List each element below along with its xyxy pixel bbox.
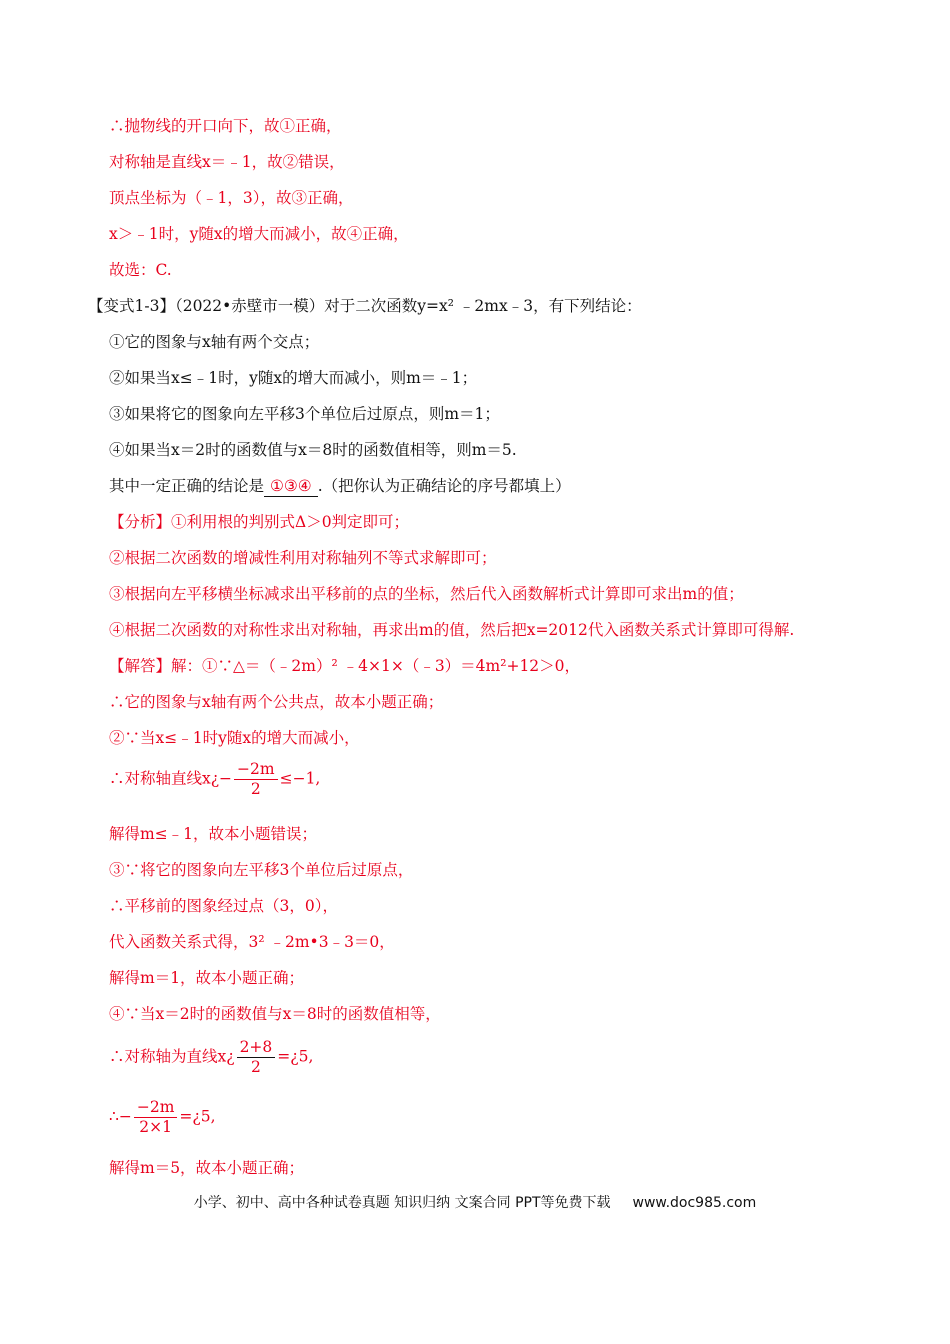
- footer-text: 小学、初中、高中各种试卷真题 知识归纳 文案合同 PPT等免费下载: [193, 1195, 611, 1211]
- formula-line: [109, 1038, 313, 1077]
- formula-suffix: =¿5,: [179, 1107, 216, 1126]
- solution-line: ∴它的图象与x轴有两个公共点，故本小题正确；: [109, 693, 444, 711]
- page-footer: [0, 1192, 950, 1212]
- text-line: 故选：C.: [109, 261, 172, 279]
- analysis-line: ②根据二次函数的增减性利用对称轴列不等式求解即可；: [109, 549, 497, 567]
- statement-3: ③如果将它的图象向左平移3个单位后过原点，则m＝1；: [109, 405, 500, 423]
- analysis-line: 【分析】①利用根的判别式Δ＞0判定即可；: [109, 513, 410, 531]
- formula-suffix: =¿5,: [277, 1047, 314, 1066]
- text-line: ∴抛物线的开口向下，故①正确，: [109, 117, 342, 135]
- statement-4: ④如果当x＝2时的函数值与x＝8时的函数值相等，则m＝5.: [109, 441, 517, 459]
- text-line: 对称轴是直线x＝﹣1，故②错误，: [109, 153, 345, 171]
- fill-blank-prefix: 其中一定正确的结论是: [109, 477, 265, 495]
- footer-site-link[interactable]: www.doc985.com: [632, 1195, 757, 1211]
- formula-prefix: ∴对称轴为直线x¿: [109, 1047, 235, 1066]
- statement-1: ①它的图象与x轴有两个交点；: [109, 333, 320, 351]
- fraction-denominator: 2×1: [139, 1118, 172, 1136]
- solution-line: 代入函数关系式得，3² ﹣2m•3﹣3＝0，: [109, 933, 395, 951]
- solution-line: 解得m≤﹣1，故本小题错误；: [109, 825, 318, 843]
- formula-suffix: ≤−1,: [279, 769, 321, 788]
- fraction-numerator: −2m: [234, 760, 278, 780]
- formula-line: [109, 1098, 216, 1137]
- analysis-line: ④根据二次函数的对称性求出对称轴，再求出m的值，然后把x=2012代入函数关系式计算即可得解.: [109, 621, 795, 639]
- statement-2: ②如果当x≤﹣1时，y随x的增大而减小，则m＝﹣1；: [109, 369, 478, 387]
- analysis-line: ③根据向左平移横坐标减求出平移前的点的坐标，然后代入函数解析式计算即可求出m的值；: [109, 585, 744, 603]
- formula-prefix: ∴对称轴直线x¿−: [109, 769, 233, 788]
- fraction-denominator: 2: [250, 780, 261, 798]
- fraction: [134, 1098, 178, 1137]
- formula-line: [109, 760, 320, 799]
- solution-line: 解得m＝5，故本小题正确；: [109, 1159, 305, 1177]
- text-line: x＞﹣1时，y随x的增大而减小，故④正确，: [109, 225, 409, 243]
- formula-prefix: ∴−: [109, 1107, 132, 1126]
- fraction: [234, 760, 278, 799]
- solution-line: ∴平移前的图象经过点（3，0），: [109, 897, 338, 915]
- fraction-numerator: −2m: [134, 1098, 178, 1118]
- solution-line: 解得m＝1，故本小题正确；: [109, 969, 305, 987]
- solution-line: ③∵将它的图象向左平移3个单位后过原点，: [109, 861, 414, 879]
- solution-line: ④∵当x＝2时的函数值与x＝8时的函数值相等，: [109, 1005, 441, 1023]
- fraction: [237, 1038, 276, 1077]
- answer-blank: ①③④: [264, 476, 318, 497]
- fraction-numerator: 2+8: [237, 1038, 276, 1058]
- solution-line: ②∵当x≤﹣1时y随x的增大而减小，: [109, 729, 360, 747]
- fill-blank-suffix: .（把你认为正确结论的序号都填上）: [317, 477, 571, 495]
- solution-line: 【解答】解：①∵△＝（﹣2m）² ﹣4×1×（﹣3）＝4m²+12＞0，: [109, 657, 581, 675]
- problem-heading: 【变式1-3】（2022•赤壁市一模）对于二次函数y=x² ﹣2mx﹣3，有下列结论：: [88, 297, 642, 315]
- fraction-denominator: 2: [250, 1058, 261, 1076]
- text-line: 顶点坐标为（﹣1，3），故③正确，: [109, 189, 354, 207]
- fill-blank-line: [109, 476, 571, 497]
